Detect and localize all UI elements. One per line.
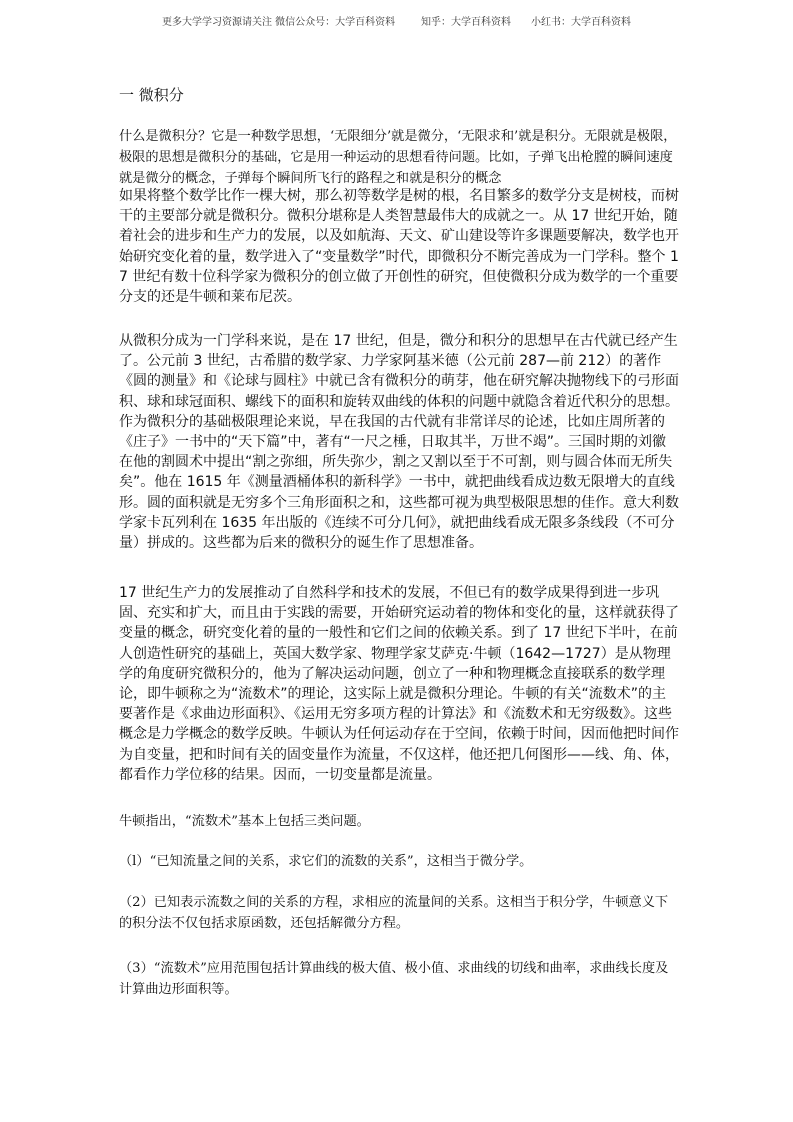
list-item-problem-1: （l）“已知流量之间的关系，求它们的流数的关系”，这相当于微分学。 <box>119 854 533 869</box>
header-xiaohongshu-text: 小红书：大学百科资料 <box>531 17 631 28</box>
list-item-problem-2: （2）已知表示流数之间的关系的方程，求相应的流量间的关系。这相当于积分学，牛顿意义下的积分法不仅包括求原函数，还包括解微分方程。 <box>119 895 669 931</box>
intro-paragraph: 什么是微积分？它是一种数学思想，‘无限细分’就是微分，‘无限求和’就是积分。无限就是极限，极限的思想是微积分的基础，它是用一种运动的思想看待问题。比如，子弹飞出枪膛的瞬间速度就是微分的概念，子弹每个瞬间所飞行的路程之和就是积分的概念 <box>119 129 677 186</box>
paragraph-newton: 17 世纪生产力的发展推动了自然科学和技术的发展，不但已有的数学成果得到进一步巩固、充实和扩大，而且由于实践的需要，开始研究运动着的物体和变化的量，这样就获得了变量的概念，研究变化着的量的一般性和它们之间的依赖关系。到了 17 世纪下半叶，在前人创造性研究的基础上，英国大数学家、物理学家艾萨克·牛顿（1642—1727）是从物理学的角度研究微积分的，他为了解决运动问题，创立了一种和物理概念直接联系的数学理论，即牛顿称之为“流数术”的理论，这实际上就是微积分理论。牛顿的有关“流数术”的主要著作是《求曲边形面积》、《运用无穷多项方程的计算法》和《流数术和无穷级数》。这些概念是力学概念的数学反映。牛顿认为任何运动存在于空间，依赖于时间，因而他把时间作为自变量，把和时间有关的固变量作为流量，不仅这样，他还把几何图形——线、角、体，都看作力学位移的结果。因而，一切变量都是流量。 <box>119 585 679 783</box>
paragraph-tree-metaphor: 如果将整个数学比作一棵大树，那么初等数学是树的根，名目繁多的数学分支是树枝，而树干的主要部分就是微积分。微积分堪称是人类智慧最伟大的成就之一。从 17 世纪开始，随着社会的进步和生产力的发展，以及如航海、天文、矿山建设等许多课题要解决，数学也开始研究变化着的量，数学进入了“变量数学”时代，即微积分不断完善成为一门学科。整个 17 世纪有数十位科学家为微积分的创立做了开创性的研究，但使微积分成为数学的一个重要分支的还是牛顿和莱布尼茨。 <box>119 188 679 306</box>
header-wechat-text: 更多大学学习资源请关注 微信公众号：大学百科资料 <box>162 17 396 28</box>
paragraph-three-problems-intro: 牛顿指出，“流数术”基本上包括三类问题。 <box>119 814 370 829</box>
header-zhihu-text: 知乎：大学百科资料 <box>421 17 511 28</box>
section-title: 一 微积分 <box>119 86 184 104</box>
list-item-problem-3: （3）“流数术”应用范围包括计算曲线的极大值、极小值、求曲线的切线和曲率，求曲线长度及计算曲边形面积等。 <box>119 961 669 997</box>
page-header <box>0 13 793 29</box>
paragraph-ancient-origins: 从微积分成为一门学科来说，是在 17 世纪，但是，微分和积分的思想早在古代就已经产生了。公元前 3 世纪，古希腊的数学家、力学家阿基米德（公元前 287—前 212）的著作《圆的测量》和《论球与圆柱》中就已含有微积分的萌芽，他在研究解决抛物线下的弓形面积、球和球冠面积、螺线下的面积和旋转双曲线的体积的问题中就隐含着近代积分的思想。作为微积分的基础极限理论来说，早在我国的古代就有非常详尽的论述，比如庄周所著的《庄子》一书中的“天下篇”中，著有“一尺之棰，日取其半，万世不竭”。三国时期的刘徽在他的割圆术中提出“割之弥细，所失弥少，割之又割以至于不可割，则与圆合体而无所失矣”。他在 1615 年《测量酒桶体积的新科学》一书中，就把曲线看成边数无限增大的直线形。圆的面积就是无穷多个三角形面积之和，这些都可视为典型极限思想的佳作。意大利数学家卡瓦列利在 1635 年出版的《连续不可分几何》，就把曲线看成无限多条线段（不可分量）拼成的。这些都为后来的微积分的诞生作了思想准备。 <box>119 333 679 552</box>
